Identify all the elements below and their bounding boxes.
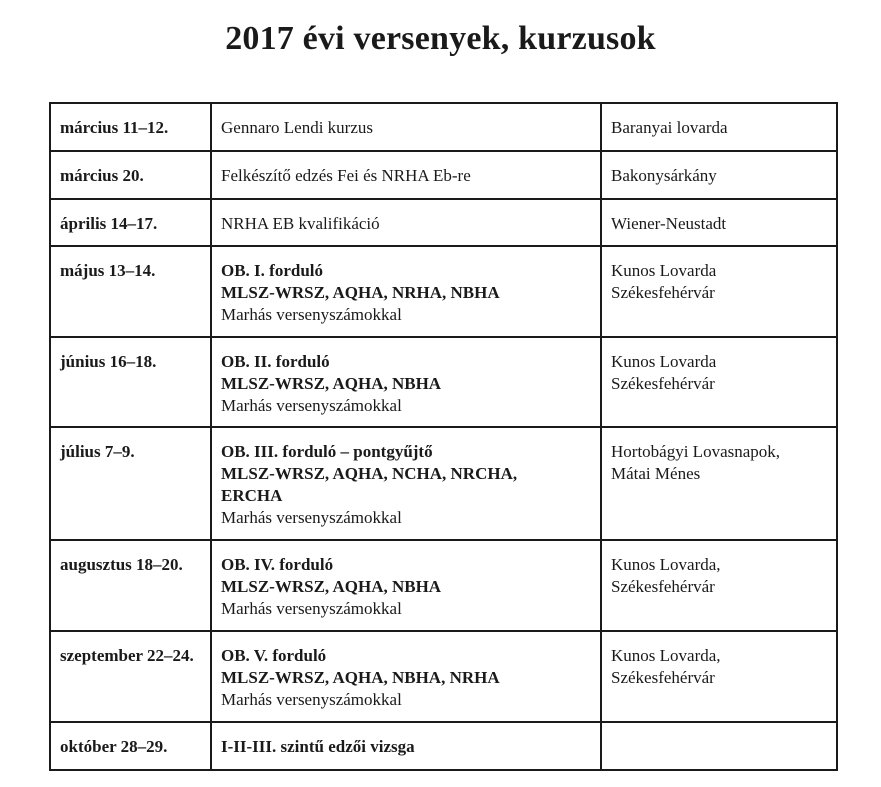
date-cell: szeptember 22–24. bbox=[50, 631, 211, 722]
event-title-line: ERCHA bbox=[221, 486, 283, 505]
event-title-line: OB. I. forduló bbox=[221, 261, 324, 280]
event-note-line: NRHA EB kvalifikáció bbox=[221, 214, 380, 233]
venue-line: Kunos Lovarda, bbox=[611, 555, 721, 574]
event-title-line: OB. II. forduló bbox=[221, 352, 330, 371]
event-cell bbox=[211, 337, 601, 427]
event-cell bbox=[211, 427, 601, 540]
event-title-line: MLSZ-WRSZ, AQHA, NCHA, NRCHA, bbox=[221, 464, 518, 483]
event-note-line: Gennaro Lendi kurzus bbox=[221, 118, 374, 137]
event-note-line: Marhás versenyszámokkal bbox=[221, 305, 402, 324]
event-note-line: Marhás versenyszámokkal bbox=[221, 508, 402, 527]
table-row bbox=[50, 540, 837, 631]
venue-line: Wiener-Neustadt bbox=[611, 214, 727, 233]
schedule-body bbox=[50, 103, 837, 770]
event-note-line: Marhás versenyszámokkal bbox=[221, 396, 402, 415]
venue-line: Kunos Lovarda bbox=[611, 352, 717, 371]
table-row bbox=[50, 151, 837, 199]
venue-cell bbox=[601, 337, 837, 427]
event-title-line: OB. V. forduló bbox=[221, 646, 327, 665]
venue-line: Székesfehérvár bbox=[611, 577, 715, 596]
table-row bbox=[50, 427, 837, 540]
event-title-line: MLSZ-WRSZ, AQHA, NBHA, NRHA bbox=[221, 668, 500, 687]
event-cell bbox=[211, 631, 601, 722]
event-note-line: Felkészítő edzés Fei és NRHA Eb-re bbox=[221, 166, 471, 185]
date-cell: június 16–18. bbox=[50, 337, 211, 427]
venue-cell bbox=[601, 540, 837, 631]
event-cell bbox=[211, 199, 601, 246]
table-row bbox=[50, 103, 837, 151]
venue-line: Hortobágyi Lovasnapok, bbox=[611, 442, 781, 461]
table-row bbox=[50, 337, 837, 427]
date-cell: július 7–9. bbox=[50, 427, 211, 540]
date-cell: március 20. bbox=[50, 151, 211, 199]
event-title-line: MLSZ-WRSZ, AQHA, NBHA bbox=[221, 577, 442, 596]
venue-cell bbox=[601, 199, 837, 246]
event-cell bbox=[211, 722, 601, 770]
event-title-line: OB. IV. forduló bbox=[221, 555, 334, 574]
venue-line: Mátai Ménes bbox=[611, 464, 701, 483]
event-cell bbox=[211, 246, 601, 337]
venue-line: Baranyai lovarda bbox=[611, 118, 728, 137]
page-title: 2017 évi versenyek, kurzusok bbox=[225, 20, 656, 57]
event-cell bbox=[211, 151, 601, 199]
venue-line: Kunos Lovarda, bbox=[611, 646, 721, 665]
event-note-line: Marhás versenyszámokkal bbox=[221, 599, 402, 618]
event-cell bbox=[211, 540, 601, 631]
date-cell: május 13–14. bbox=[50, 246, 211, 337]
event-title-line: MLSZ-WRSZ, AQHA, NBHA bbox=[221, 374, 442, 393]
table-row bbox=[50, 722, 837, 770]
event-cell bbox=[211, 103, 601, 151]
venue-cell bbox=[601, 722, 837, 770]
venue-line: Székesfehérvár bbox=[611, 668, 715, 687]
venue-cell bbox=[601, 427, 837, 540]
event-title-line: I-II-III. szintű edzői vizsga bbox=[221, 737, 415, 756]
venue-line: Székesfehérvár bbox=[611, 374, 715, 393]
date-cell: március 11–12. bbox=[50, 103, 211, 151]
date-cell: október 28–29. bbox=[50, 722, 211, 770]
table-row bbox=[50, 199, 837, 246]
schedule-table bbox=[49, 102, 838, 771]
table-row bbox=[50, 246, 837, 337]
event-title-line: OB. III. forduló – pontgyűjtő bbox=[221, 442, 433, 461]
venue-cell bbox=[601, 103, 837, 151]
date-cell: április 14–17. bbox=[50, 199, 211, 246]
date-cell: augusztus 18–20. bbox=[50, 540, 211, 631]
venue-cell bbox=[601, 151, 837, 199]
venue-line: Kunos Lovarda bbox=[611, 261, 717, 280]
venue-cell bbox=[601, 246, 837, 337]
event-note-line: Marhás versenyszámokkal bbox=[221, 690, 402, 709]
venue-cell bbox=[601, 631, 837, 722]
venue-line: Bakonysárkány bbox=[611, 166, 717, 185]
venue-line: Székesfehérvár bbox=[611, 283, 715, 302]
event-title-line: MLSZ-WRSZ, AQHA, NRHA, NBHA bbox=[221, 283, 500, 302]
table-row bbox=[50, 631, 837, 722]
